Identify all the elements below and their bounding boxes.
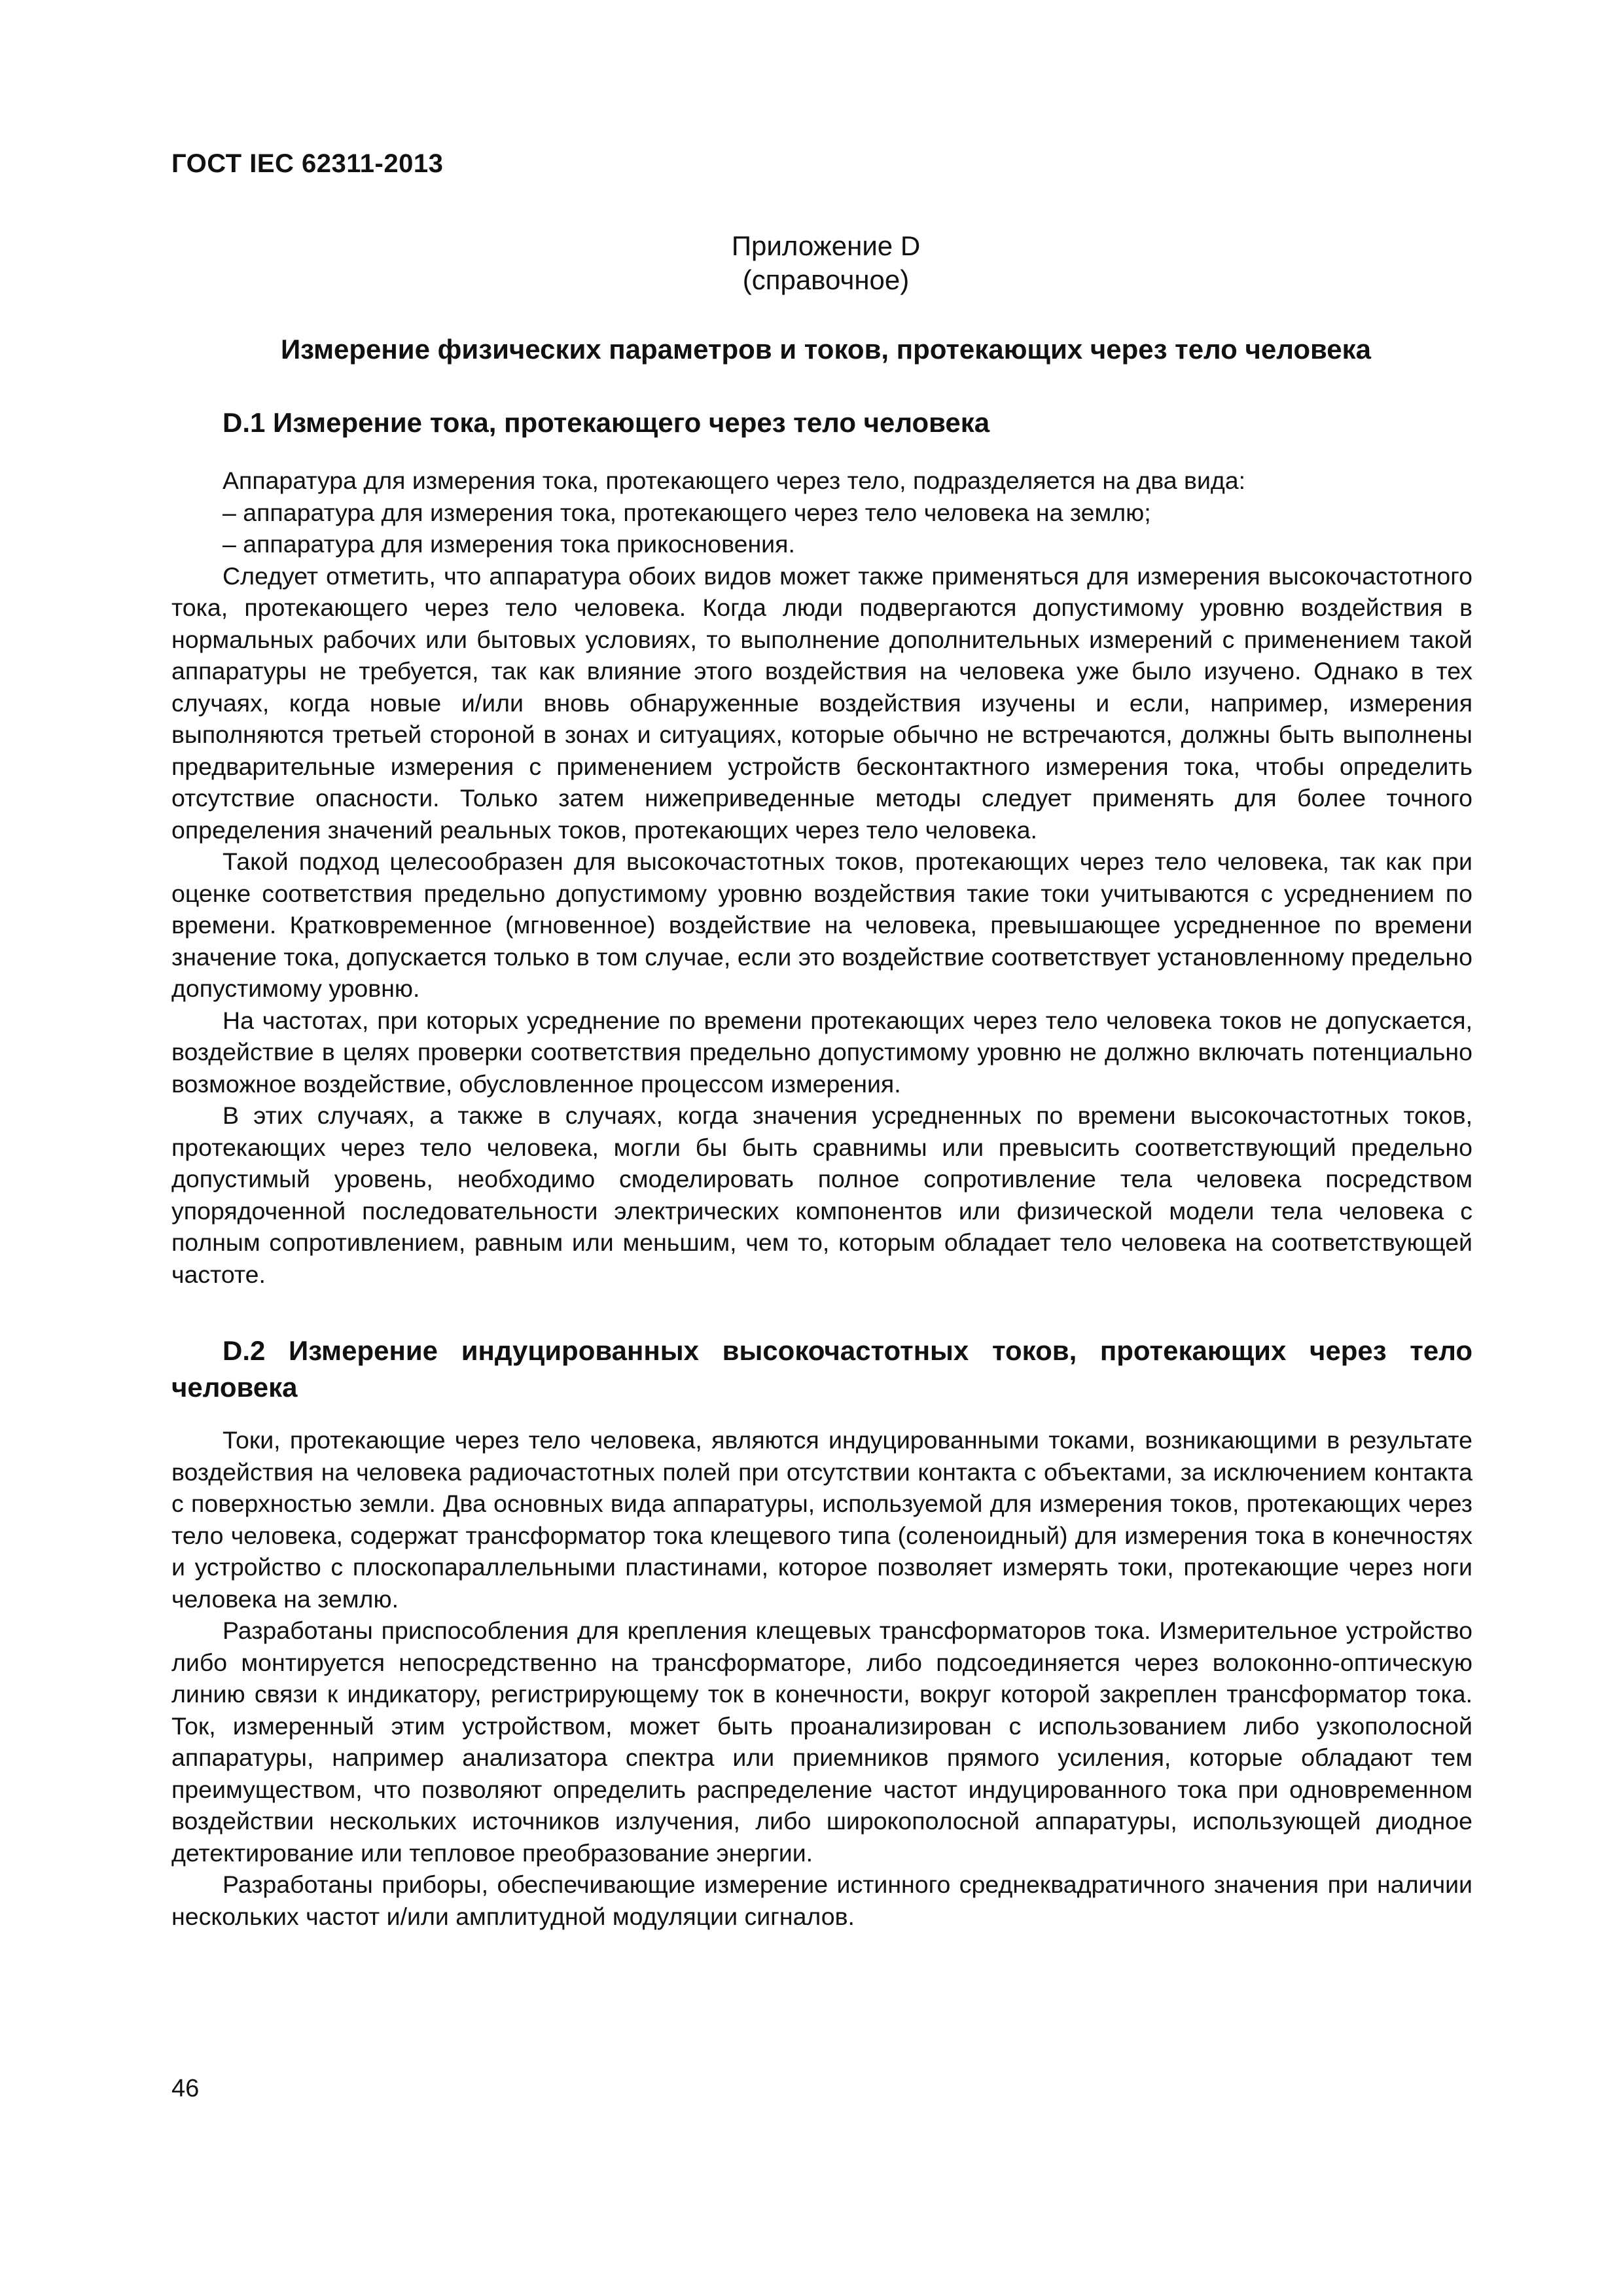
paragraph: Токи, протекающие через тело человека, являются индуцированными токами, возникающими в результате воздействия на человека радиочастотных полей при отсутствии контакта с объектами, за исключением контакта с поверхностью земли. Два основных вида аппаратуры, используемой для измерения токов, протекающих через тело человека, содержат трансформатор тока клещевого типа (соленоидный) для измерения тока в конечностях и устройство с плоскопараллельными пластинами, которое позволяет измерять токи, протекающие через ноги человека на землю.: [171, 1426, 1472, 1613]
paragraph: Аппаратура для измерения тока, протекающего через тело, подразделяется на два вида:: [223, 467, 1246, 494]
paragraph: Разработаны приспособления для крепления клещевых трансформаторов тока. Измерительное устройство либо монтируется непосредственно на трансформаторе, либо подсоединяется через волоконно-оптическую линию связи к индикатору, регистрирующему ток в конечности, вокруг которой закреплен трансформатор тока. Ток, измеренный этим устройством, может быть проанализирован с использованием либо узкополосной аппаратуры, например анализатора спектра или приемников прямого усиления, которые обладают тем преимуществом, что позволяют определить распределение частот индуцированного тока при одновременном воздействии нескольких источников излучения, либо широкополосной аппаратуры, использующей диодное детектирование или тепловое преобразование энергии.: [171, 1617, 1472, 1867]
page-number: 46: [171, 2075, 200, 2102]
standard-header: ГОСТ IEC 62311-2013: [171, 149, 444, 178]
paragraph: В этих случаях, а также в случаях, когда значения усредненных по времени высокочастотных токов, протекающих через тело человека, могли бы быть сравнимы или превысить соответствующий предельно допустимый уровень, необходимо смоделировать полное сопротивление тела человека посредством упорядоченной последовательности электрических компонентов или физической модели тела человека с полным сопротивлением, равным или меньшим, чем то, которым обладает тело человека на соответствующей частоте.: [171, 1102, 1472, 1288]
appendix-heading: [171, 229, 1480, 297]
main-title: Измерение физических параметров и токов, протекающих через тело человека: [280, 334, 1372, 365]
appendix-type: (справочное): [742, 264, 910, 295]
appendix-label: Приложение D: [731, 230, 921, 261]
paragraph: Разработаны приборы, обеспечивающие измерение истинного среднеквадратичного значения при наличии нескольких частот и/или амплитудной модуляции сигналов.: [171, 1871, 1472, 1930]
paragraph: Такой подход целесообразен для высокочастотных токов, протекающих через тело человека, так как при оценке соответствия предельно допустимому уровню воздействия такие токи учитываются с усреднением по времени. Кратковременное (мгновенное) воздействие на человека, превышающее усредненное по времени значение тока, допускается только в том случае, если это воздействие соответствует установленному предельно допустимому уровню.: [171, 848, 1472, 1002]
section-d2-body: [171, 1424, 1472, 1932]
paragraph: Следует отметить, что аппаратура обоих видов может также применяться для измерения высокочастотного тока, протекающего через тело человека. Когда люди подвергаются допустимому уровню воздействия в нормальных рабочих или бытовых условиях, то выполнение дополнительных измерений с применением такой аппаратуры не требуется, так как влияние этого воздействия на человека уже было изучено. Однако в тех случаях, когда новые и/или вновь обнаруженные воздействия изучены и если, например, измерения выполняются третьей стороной в зонах и ситуациях, которые обычно не встречаются, должны быть выполнены предварительные измерения с применением устройств бесконтактного измерения тока, чтобы определить отсутствие опасности. Только затем нижеприведенные методы следует применять для более точного определения значений реальных токов, протекающих через тело человека.: [171, 562, 1472, 844]
paragraph: На частотах, при которых усреднение по времени протекающих через тело человека токов не допускается, воздействие в целях проверки соответствия предельно допустимому уровню не должно включать потенциально возможное воздействие, обусловленное процессом измерения.: [171, 1006, 1472, 1098]
list-item: – аппаратура для измерения тока, протекающего через тело человека на землю;: [223, 498, 1151, 526]
section-d2-title: D.2 Измерение индуцированных высокочастотных токов, протекающих через тело человека: [171, 1335, 1472, 1403]
list-item: – аппаратура для измерения тока прикосновения.: [223, 530, 795, 558]
section-d1-title: D.1 Измерение тока, протекающего через тело человека: [223, 407, 990, 438]
section-d1-body: [171, 465, 1472, 1290]
